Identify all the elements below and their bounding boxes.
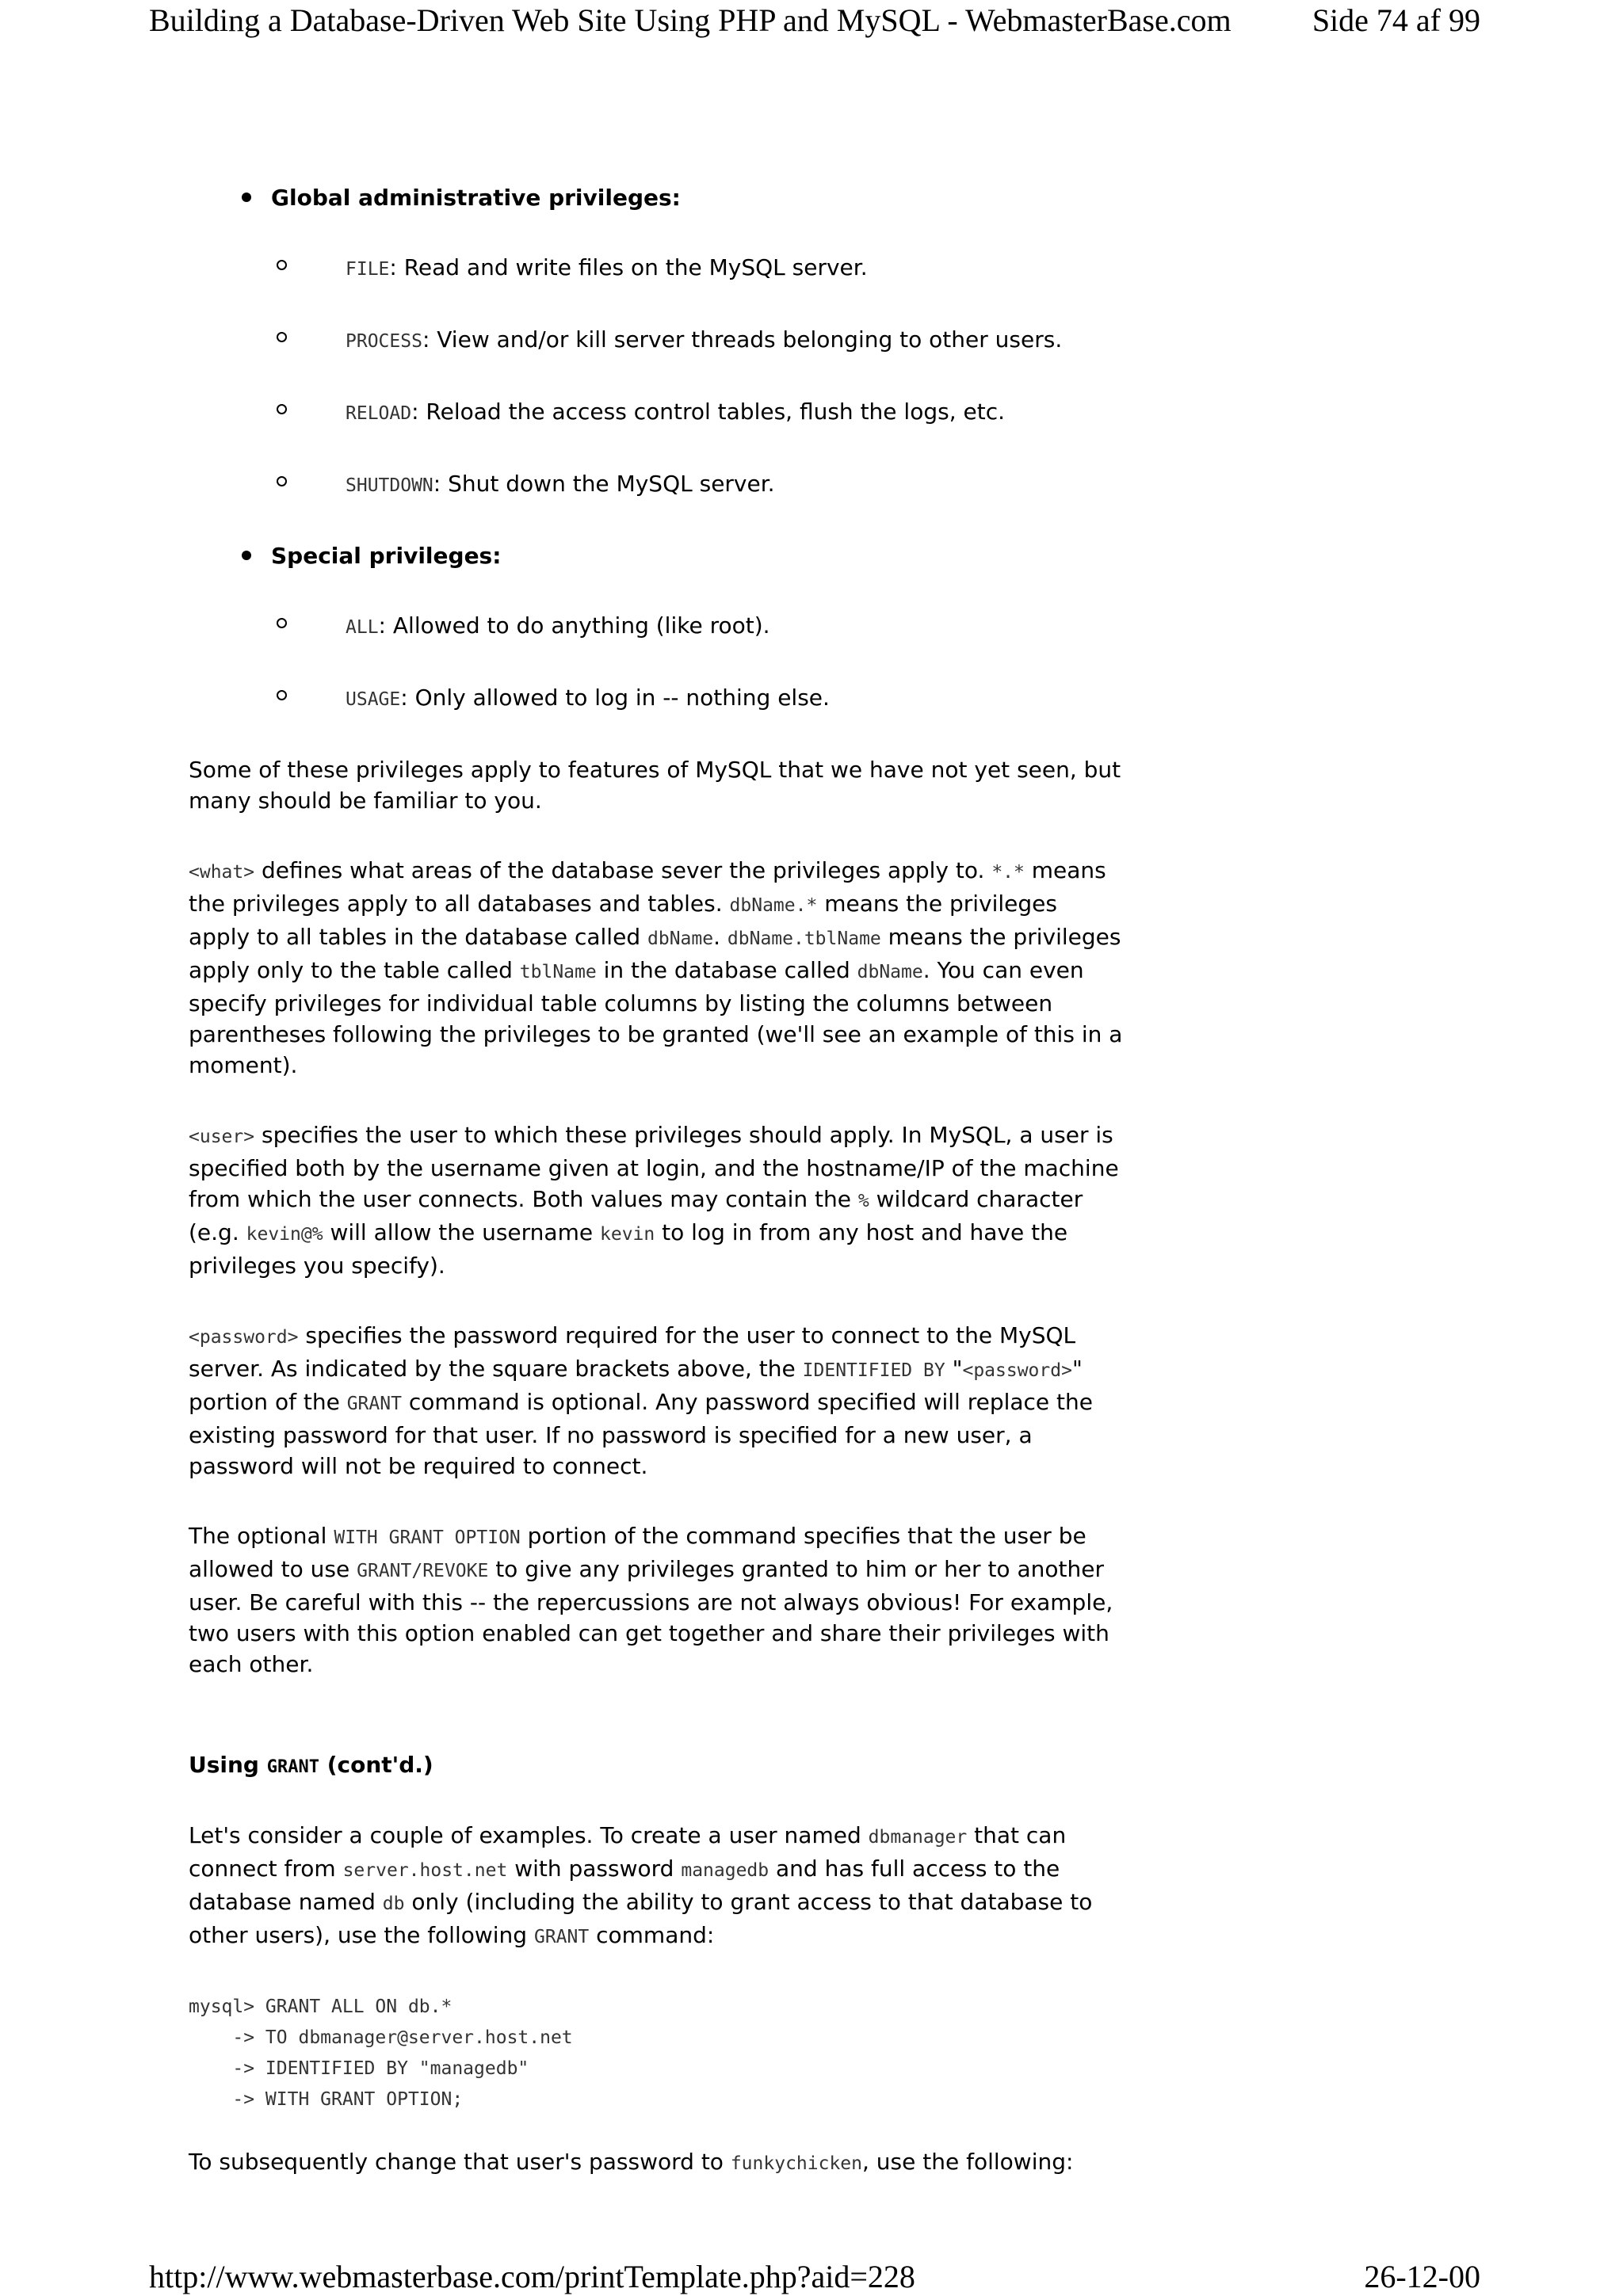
article-body [189,182,1124,2218]
privilege-code: USAGE [346,689,401,710]
list-item [271,396,1124,429]
privilege-desc: : Shut down the MySQL server. [433,471,775,497]
list-item [271,252,1124,285]
paragraph-change-password: To subsequently change that user's password to funkychicken, use the following: [189,2149,1074,2175]
page-header [149,2,1480,40]
privilege-code: SHUTDOWN [346,475,433,496]
paragraph-grant-option: The optional WITH GRANT OPTION portion of the command specifies that the user be allowed to use GRANT/REVOKE to give any privileges granted to him or her to another user. Be careful with this -- the repercussions are not always obvious! For example, two users with this option enabled can get together and share their privileges with each other. [189,1523,1113,1677]
privilege-desc: : Allowed to do anything (like root). [378,612,770,639]
circle-bullet-icon [277,404,287,414]
privilege-desc: : Read and write files on the MySQL server. [389,254,868,280]
privilege-list [271,252,1124,502]
privilege-group-special [189,540,1124,715]
section-heading: Using GRANT (cont'd.) [189,1752,433,1778]
privilege-code: ALL [346,617,379,638]
bullet-icon [242,193,251,202]
bullet-icon [242,551,251,560]
circle-bullet-icon [277,476,287,486]
privilege-list [271,610,1124,715]
privilege-desc: : Reload the access control tables, flush the logs, etc. [411,399,1005,425]
code-block: mysql> GRANT ALL ON db.* -> TO dbmanager@server.host.net -> IDENTIFIED BY "managedb" -> WITH GRANT OPTION; [189,1997,573,2110]
header-title: Building a Database-Driven Web Site Using PHP and MySQL - WebmasterBase.com [149,2,1232,38]
privilege-group-heading: Special privileges: [271,543,502,569]
privilege-code: FILE [346,259,390,280]
paragraph-what: <what> defines what areas of the database sever the privileges apply to. *.* means the privileges apply to all databases and tables. dbName.* means the privileges apply to all tables in the database called dbName. dbName.tblName means the privileges apply only to the table called tblName in the database called dbName. You can even specify privileges for individual table columns by listing the columns between parentheses following the privileges to be granted (we'll see an example of this in a moment). [189,857,1123,1078]
privilege-code: RELOAD [346,403,412,424]
list-item [271,682,1124,715]
circle-bullet-icon [277,618,287,628]
paragraph-password: <password> specifies the password required for the user to connect to the MySQL server. As indicated by the square brackets above, the IDENTIFIED BY "<password>" portion of the GRANT command is optional. Any password specified will replace the existing password for that user. If no password is specified for a new user, a password will not be required to connect. [189,1322,1093,1479]
footer-url: http://www.webmasterbase.com/printTemplate.php?aid=228 [149,2259,915,2294]
paragraph-features: Some of these privileges apply to features of MySQL that we have not yet seen, but many should be familiar to you. [189,757,1121,814]
privilege-code: PROCESS [346,331,422,352]
paragraph-user: <user> specifies the user to which these privileges should apply. In MySQL, a user is specified both by the username given at login, and the hostname/IP of the machine from which the user connects. Both values may contain the % wildcard character (e.g. kevin@% will allow the username kevin to log in from any host and have the privileges you specify). [189,1122,1119,1279]
list-item [271,324,1124,357]
circle-bullet-icon [277,260,287,270]
privilege-desc: : Only allowed to log in -- nothing else. [400,685,830,711]
footer-date: 26-12-00 [1364,2259,1480,2294]
circle-bullet-icon [277,332,287,342]
list-item [271,610,1124,643]
page-footer [149,2258,1480,2296]
list-item [271,468,1124,502]
privilege-group-global [189,182,1124,502]
paragraph-examples: Let's consider a couple of examples. To create a user named dbmanager that can connect from server.host.net with password managedb and has full access to the database named db only (including the ability to grant access to that database to other users), use the following GRANT command: [189,1822,1093,1948]
privilege-groups [189,182,1124,715]
header-page-number: Side 74 af 99 [1312,2,1480,38]
privilege-group-heading: Global administrative privileges: [271,185,681,211]
privilege-desc: : View and/or kill server threads belonging to other users. [422,326,1063,353]
circle-bullet-icon [277,690,287,700]
